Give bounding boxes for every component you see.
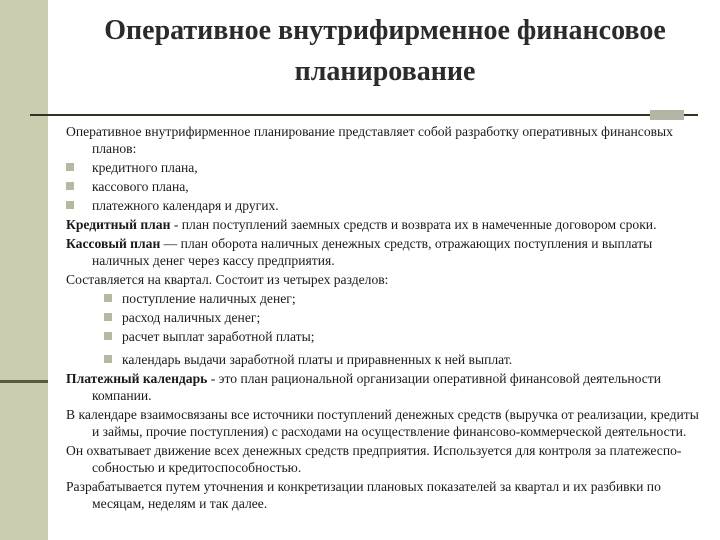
square-bullet-icon <box>104 294 112 302</box>
section-list-item-text: расход наличных денег; <box>122 310 261 325</box>
plan-list-item-text: платежного календаря и других. <box>92 198 279 213</box>
section-list-item-text: календарь выдачи заработной платы и приравненных к ней выплат. <box>122 352 513 367</box>
square-bullet-icon <box>66 163 74 171</box>
intro-paragraph: Оперативное внутрифирменное планирование представляет собой разработку оперативных финансовых планов: <box>66 124 673 156</box>
square-bullet-icon <box>66 182 74 190</box>
cash-plan-paragraph <box>66 235 702 269</box>
square-bullet-icon <box>104 332 112 340</box>
body-paragraph: В календаре взаимосвязаны все источники поступлений денежных средств (выручка от реализации, кредиты и займы, прочие поступления) с расходами на осуществление финансово-коммерческой деятельности. <box>66 407 699 439</box>
section-list-item <box>96 309 702 326</box>
body-paragraph: Разрабатывается путем уточнения и конкретизации плановых показателей за квартал и их разбивки по месяцам, неделям и так далее. <box>66 479 661 511</box>
rule-accent-square <box>650 110 684 120</box>
square-bullet-icon <box>104 313 112 321</box>
body-paragraph: Он охватывает движение всех денежных средств предприятия. Используется для контроля за платежеспо-собностью и кредитоспособностью. <box>66 443 682 475</box>
payment-calendar-definition: - это план рациональной организации оперативной финансовой деятельности компании. <box>92 371 662 403</box>
payment-calendar-paragraph <box>66 370 702 404</box>
section-list-item <box>96 351 702 368</box>
section-list-item-text: поступление наличных денег; <box>122 291 296 306</box>
sections-intro-paragraph: Составляется на квартал. Состоит из четырех разделов: <box>66 272 389 287</box>
credit-plan-term: Кредитный план <box>66 217 171 232</box>
plan-list-item-text: кассового плана, <box>92 179 189 194</box>
cash-plan-term: Кассовый план <box>66 236 161 251</box>
left-decor-strip <box>0 0 48 540</box>
payment-calendar-term: Платежный календарь <box>66 371 208 386</box>
section-list-item <box>96 290 702 307</box>
credit-plan-definition: - план поступлений заемных средств и возврата их в намеченные договором сроки. <box>170 217 657 232</box>
plan-list-item-text: кредитного плана, <box>92 160 198 175</box>
plan-list-item <box>66 197 702 214</box>
square-bullet-icon <box>104 355 112 363</box>
left-strip-divider <box>0 380 48 383</box>
slide-title: Оперативное внутрифирменное финансовое планирование <box>104 15 666 87</box>
title-rule <box>30 114 698 116</box>
section-list-item <box>96 328 702 345</box>
cash-plan-definition: — план оборота наличных денежных средств, отражающих поступления и выплаты наличных денег через кассу предприятия. <box>92 236 653 268</box>
credit-plan-paragraph <box>66 216 702 233</box>
slide-content <box>66 123 702 514</box>
plan-list-item <box>66 159 702 176</box>
square-bullet-icon <box>66 201 74 209</box>
section-list-item-text: расчет выплат заработной платы; <box>122 329 315 344</box>
plan-list-item <box>66 178 702 195</box>
